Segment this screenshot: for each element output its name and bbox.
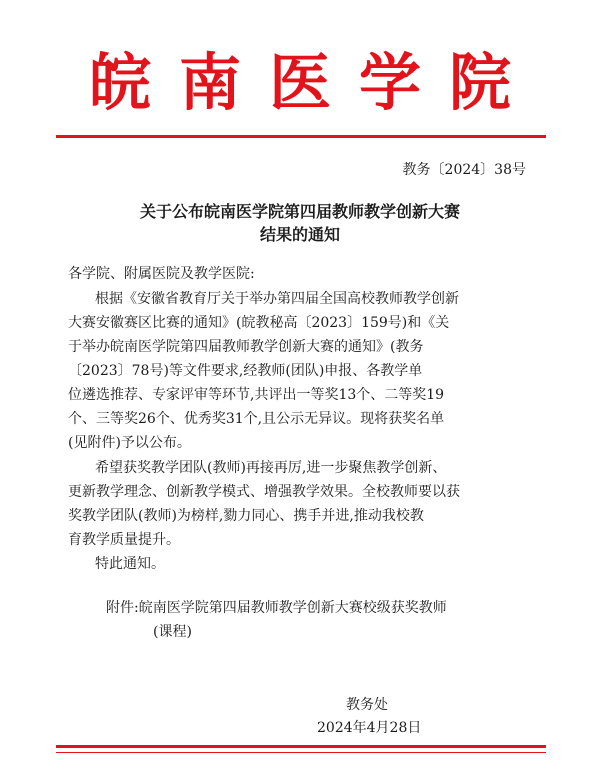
issue-date: 2024年4月28日 (317, 720, 422, 736)
body-line: 希望获奖教学团队(教师)再接再厉,进一步聚焦教学创新、 (95, 460, 447, 476)
attachment-line-1: 附件:皖南医学院第四届教师教学创新大赛校级获奖教师 (106, 600, 447, 616)
masthead-title: 皖南医学院 (88, 46, 539, 119)
footer-red-rule-thin (56, 752, 546, 753)
body-line: 〔2023〕78号)等文件要求,经教师(团队)申报、各教学单 (68, 363, 423, 379)
body-line: (见附件)予以公布。 (68, 435, 191, 451)
body-line: 于举办皖南医学院第四届教师教学创新大赛的通知》(教务 (68, 339, 424, 355)
closing-line: 特此通知。 (95, 556, 165, 572)
attachment-line-2: (课程) (153, 624, 192, 640)
notice-title-line-1: 关于公布皖南医学院第四届教师教学创新大赛 (139, 202, 460, 221)
footer-red-rule (56, 745, 546, 748)
body-line: 根据《安徽省教育厅关于举办第四届全国高校教师教学创新 (95, 291, 459, 307)
body-line: 育教学质量提升。 (68, 532, 180, 548)
notice-title-line-2: 结果的通知 (259, 225, 340, 244)
body-line: 奖教学团队(教师)为榜样,勠力同心、携手并进,推动我校教 (68, 508, 424, 524)
header-red-rule (56, 135, 546, 138)
salutation: 各学院、附属医院及教学医院: (68, 266, 255, 282)
body-line: 位遴选推荐、专家评审等环节,共评出一等奖13个、二等奖19 (68, 387, 445, 403)
body-line: 更新教学理念、创新教学模式、增强教学效果。全校教师要以获 (68, 484, 460, 500)
document-number: 教务〔2024〕38号 (402, 162, 526, 178)
body-line: 个、三等奖26个、优秀奖31个,且公示无异议。现将获奖名单 (68, 411, 445, 427)
issuer-name: 教务处 (346, 697, 388, 713)
body-line: 大赛安徽赛区比赛的通知》(皖教秘高〔2023〕159号)和《关 (68, 315, 450, 331)
